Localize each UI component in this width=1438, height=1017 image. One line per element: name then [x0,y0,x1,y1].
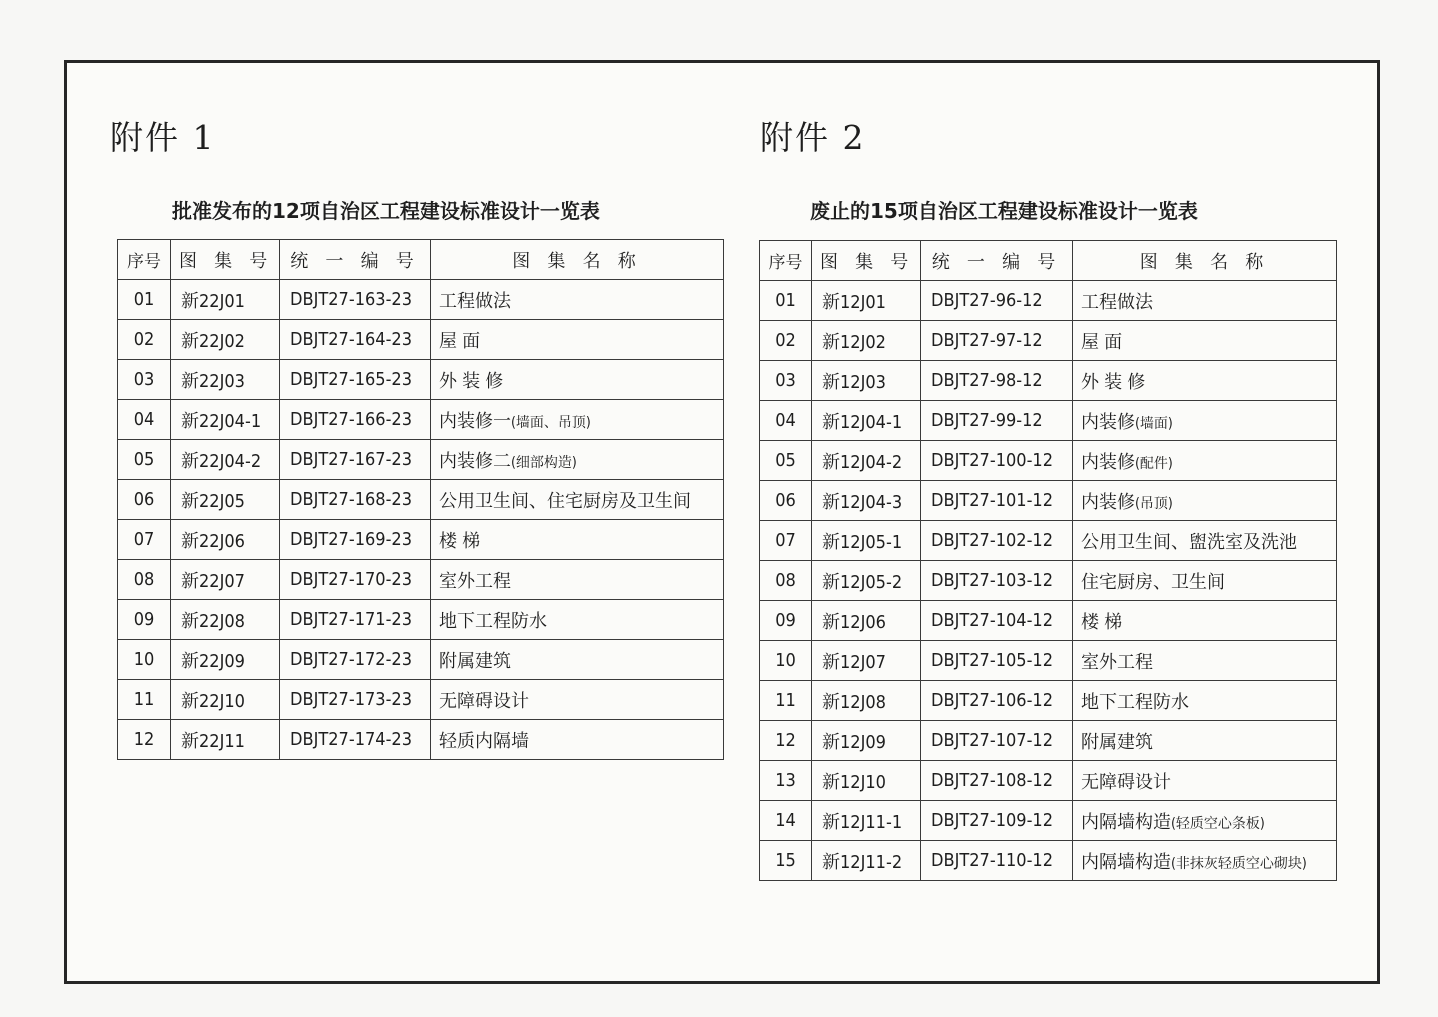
atlas-number [812,761,921,801]
unified-code-text: DBJT27-164-23 [290,329,413,350]
atlas-number [812,281,921,321]
table-row [118,480,724,520]
table-row [118,520,724,560]
atlas-number-text: 新12J04-3 [822,491,903,513]
unified-code [280,640,431,680]
atlas-number [812,841,921,881]
atlas-name [431,720,724,760]
unified-code-text: DBJT27-110-12 [931,850,1054,871]
unified-code-text: DBJT27-168-23 [290,489,413,510]
atlas-name [431,560,724,600]
unified-code-text: DBJT27-169-23 [290,529,413,550]
unified-code [280,720,431,760]
atlas-name-text: 附属建筑 [439,650,511,672]
atlas-name-text: 室外工程 [1081,651,1153,673]
atlas-name-text: 屋 面 [1081,331,1123,353]
row-number-text: 14 [775,810,796,831]
atlas-name [1073,321,1337,361]
table-row [118,560,724,600]
table-row [760,441,1337,481]
unified-code-text: DBJT27-104-12 [931,610,1054,631]
unified-code-text: DBJT27-109-12 [931,810,1054,831]
atlas-name-text: 内隔墙构造 [1081,851,1171,873]
table-row [760,721,1337,761]
row-number [118,520,171,560]
atlas-number-text: 新22J04-1 [181,410,262,432]
atlas-name-note: (轻质空心条板) [1171,815,1265,832]
row-number [118,600,171,640]
atlas-number-text: 新12J01 [822,291,886,313]
unified-code [921,481,1073,521]
atlas-number-text: 新12J11-1 [822,811,903,833]
unified-code-text: DBJT27-103-12 [931,570,1054,591]
row-number-text: 03 [775,370,796,391]
atlas-name [431,320,724,360]
atlas-name-text: 内隔墙构造 [1081,811,1171,833]
row-number-text: 05 [133,449,155,470]
atlas-number-text: 新12J04-1 [822,411,903,433]
row-number-text: 02 [133,329,155,350]
atlas-number [171,560,280,600]
atlas-number [171,440,280,480]
atlas-number [171,280,280,320]
table-row [760,681,1337,721]
unified-code-text: DBJT27-101-12 [931,490,1054,511]
column-header-no: 序号 [118,240,171,280]
unified-code-text: DBJT27-100-12 [931,450,1054,471]
row-number [760,761,812,801]
atlas-name [431,600,724,640]
atlas-name-text: 楼 梯 [439,530,481,552]
atlas-name-text: 外 装 修 [1081,371,1146,393]
table-row [760,521,1337,561]
atlas-number [812,401,921,441]
unified-code [921,321,1073,361]
atlas-number-text: 新12J04-2 [822,451,903,473]
atlas-number-text: 新22J03 [181,370,245,392]
atlas-number-text: 新12J02 [822,331,886,353]
unified-code-text: DBJT27-171-23 [290,609,413,630]
unified-code-text: DBJT27-96-12 [931,290,1043,311]
unified-code [921,561,1073,601]
atlas-name [1073,721,1337,761]
unified-code-text: DBJT27-174-23 [290,729,413,750]
unified-code-text: DBJT27-173-23 [290,689,413,710]
atlas-name-text: 附属建筑 [1081,731,1153,753]
unified-code [280,320,431,360]
row-number-text: 10 [133,649,155,670]
atlas-number [171,600,280,640]
row-number [118,320,171,360]
atlas-name [1073,441,1337,481]
atlas-name [1073,841,1337,881]
atlas-name-note: (细部构造) [511,454,577,471]
atlas-name [1073,361,1337,401]
row-number-text: 04 [775,410,796,431]
unified-code [280,280,431,320]
atlas-name [431,400,724,440]
unified-code [921,641,1073,681]
atlas-name [1073,641,1337,681]
table-row [118,360,724,400]
atlas-number-text: 新22J01 [181,290,245,312]
row-number-text: 04 [133,409,155,430]
unified-code-text: DBJT27-108-12 [931,770,1054,791]
row-number [760,721,812,761]
atlas-name [431,680,724,720]
unified-code [921,681,1073,721]
atlas-name-text: 无障碍设计 [1081,771,1171,793]
atlas-number [171,400,280,440]
atlas-name-text: 公用卫生间、盥洗室及洗池 [1081,531,1297,553]
atlas-number [171,720,280,760]
atlas-name-note: (墙面、吊顶) [511,414,591,431]
table-row [118,720,724,760]
row-number [760,361,812,401]
unified-code [921,761,1073,801]
unified-code [921,521,1073,561]
table-row [760,801,1337,841]
table-row [118,320,724,360]
row-number [760,441,812,481]
unified-code-text: DBJT27-105-12 [931,650,1054,671]
unified-code-text: DBJT27-165-23 [290,369,413,390]
column-header-no: 序号 [760,241,812,281]
atlas-name [1073,521,1337,561]
unified-code [280,520,431,560]
unified-code-text: DBJT27-163-23 [290,289,413,310]
table-row [760,601,1337,641]
atlas-number [171,480,280,520]
row-number-text: 01 [133,289,155,310]
row-number-text: 12 [775,730,796,751]
table-row [760,481,1337,521]
row-number [118,560,171,600]
row-number [118,280,171,320]
atlas-name-text: 地下工程防水 [1081,691,1189,713]
atlas-number-text: 新12J05-1 [822,531,903,553]
unified-code [921,401,1073,441]
attachment-1-caption: 批准发布的12项自治区工程建设标准设计一览表 [172,199,600,223]
atlas-number [812,561,921,601]
atlas-number-text: 新12J06 [822,611,886,633]
atlas-number-text: 新22J07 [181,570,245,592]
atlas-number-text: 新12J11-2 [822,851,903,873]
table-row [760,641,1337,681]
atlas-number [812,361,921,401]
unified-code-text: DBJT27-170-23 [290,569,413,590]
atlas-number-text: 新12J10 [822,771,886,793]
table-row [760,361,1337,401]
column-header-code: 统 一 编 号 [280,240,431,280]
attachment-2-caption: 废止的15项自治区工程建设标准设计一览表 [810,199,1198,223]
atlas-name-text: 地下工程防水 [439,610,547,632]
table-header-row [118,240,724,280]
atlas-name-note: (墙面) [1135,415,1173,432]
row-number [118,720,171,760]
row-number-text: 11 [775,690,796,711]
row-number [760,641,812,681]
column-header-name: 图 集 名 称 [431,240,724,280]
table-row [760,841,1337,881]
column-header-atlas: 图 集 号 [812,241,921,281]
row-number-text: 03 [133,369,155,390]
row-number [760,601,812,641]
row-number [760,521,812,561]
atlas-number [171,680,280,720]
unified-code-text: DBJT27-106-12 [931,690,1054,711]
row-number-text: 09 [775,610,796,631]
column-header-code: 统 一 编 号 [921,241,1073,281]
atlas-name-text: 室外工程 [439,570,511,592]
unified-code-text: DBJT27-102-12 [931,530,1054,551]
unified-code-text: DBJT27-98-12 [931,370,1043,391]
table-row [760,761,1337,801]
table-row [118,600,724,640]
unified-code-text: DBJT27-167-23 [290,449,413,470]
table-row [118,400,724,440]
atlas-name-text: 工程做法 [439,290,511,312]
row-number-text: 07 [775,530,796,551]
row-number [760,561,812,601]
row-number [118,680,171,720]
atlas-name [431,640,724,680]
row-number-text: 07 [133,529,155,550]
row-number-text: 08 [775,570,796,591]
table-header-row [760,241,1337,281]
row-number [760,681,812,721]
atlas-name-text: 内装修 [1081,451,1135,473]
unified-code [921,721,1073,761]
row-number [760,281,812,321]
atlas-number-text: 新22J09 [181,650,245,672]
unified-code [280,360,431,400]
table-row [118,640,724,680]
unified-code-text: DBJT27-172-23 [290,649,413,670]
atlas-number-text: 新12J05-2 [822,571,903,593]
unified-code [280,480,431,520]
table-row [118,680,724,720]
atlas-name [1073,801,1337,841]
row-number [118,440,171,480]
row-number [118,480,171,520]
atlas-number-text: 新12J09 [822,731,886,753]
row-number [118,360,171,400]
table-row [760,561,1337,601]
atlas-name-text: 内装修一 [439,410,511,432]
unified-code-text: DBJT27-107-12 [931,730,1054,751]
atlas-number-text: 新22J10 [181,690,245,712]
atlas-number [171,360,280,400]
atlas-name-text: 轻质内隔墙 [439,730,529,752]
row-number-text: 11 [133,689,155,710]
atlas-number [171,640,280,680]
column-header-name: 图 集 名 称 [1073,241,1337,281]
column-header-atlas: 图 集 号 [171,240,280,280]
row-number-text: 05 [775,450,796,471]
atlas-number-text: 新12J03 [822,371,886,393]
atlas-name-text: 内装修 [1081,411,1135,433]
approved-standards-table [117,239,724,760]
atlas-number-text: 新22J04-2 [181,450,262,472]
atlas-name-note: (配件) [1135,455,1173,472]
atlas-number-text: 新12J07 [822,651,886,673]
row-number [760,481,812,521]
atlas-number [812,321,921,361]
atlas-name [1073,401,1337,441]
unified-code [921,361,1073,401]
abolished-standards-table [759,240,1337,881]
row-number-text: 09 [133,609,155,630]
row-number-text: 06 [133,489,155,510]
atlas-number [812,641,921,681]
table-row [760,281,1337,321]
unified-code [921,801,1073,841]
atlas-name-text: 无障碍设计 [439,690,529,712]
atlas-number [812,681,921,721]
row-number-text: 06 [775,490,796,511]
table-row [118,280,724,320]
atlas-number [171,520,280,560]
table-row [760,401,1337,441]
atlas-number [812,721,921,761]
unified-code [921,841,1073,881]
atlas-number-text: 新22J02 [181,330,245,352]
atlas-name-text: 外 装 修 [439,370,504,392]
row-number [118,640,171,680]
atlas-name [1073,281,1337,321]
atlas-name [431,520,724,560]
atlas-name [1073,681,1337,721]
row-number [118,400,171,440]
unified-code [280,560,431,600]
attachment-1-heading: 附件 1 [110,118,216,157]
atlas-number-text: 新22J11 [181,730,245,752]
row-number [760,321,812,361]
table-row [118,440,724,480]
unified-code-text: DBJT27-166-23 [290,409,413,430]
atlas-number [812,521,921,561]
atlas-name-text: 工程做法 [1081,291,1153,313]
unified-code [921,601,1073,641]
atlas-name [431,360,724,400]
atlas-name-text: 公用卫生间、住宅厨房及卫生间 [439,490,691,512]
row-number-text: 02 [775,330,796,351]
unified-code-text: DBJT27-99-12 [931,410,1043,431]
atlas-number-text: 新22J06 [181,530,245,552]
atlas-name-text: 内装修二 [439,450,511,472]
row-number-text: 15 [775,850,796,871]
atlas-name-text: 内装修 [1081,491,1135,513]
row-number-text: 10 [775,650,796,671]
atlas-number-text: 新12J08 [822,691,886,713]
unified-code [280,600,431,640]
atlas-name-text: 屋 面 [439,330,481,352]
row-number-text: 12 [133,729,155,750]
atlas-name [1073,561,1337,601]
atlas-number [812,441,921,481]
atlas-number-text: 新22J08 [181,610,245,632]
unified-code [280,680,431,720]
atlas-name [431,280,724,320]
atlas-name-text: 住宅厨房、卫生间 [1081,571,1225,593]
attachment-2-heading: 附件 2 [760,118,866,157]
row-number [760,401,812,441]
atlas-name-note: (非抹灰轻质空心砌块) [1171,855,1307,872]
row-number-text: 13 [775,770,796,791]
atlas-number [812,601,921,641]
atlas-name [431,440,724,480]
atlas-number [812,801,921,841]
row-number [760,801,812,841]
atlas-number [171,320,280,360]
unified-code [921,441,1073,481]
atlas-name [1073,481,1337,521]
atlas-number-text: 新22J05 [181,490,245,512]
row-number [760,841,812,881]
atlas-name [1073,761,1337,801]
atlas-name-text: 楼 梯 [1081,611,1123,633]
table-row [760,321,1337,361]
atlas-name [431,480,724,520]
unified-code [280,440,431,480]
atlas-name-note: (吊顶) [1135,495,1173,512]
atlas-number [812,481,921,521]
unified-code [280,400,431,440]
row-number-text: 08 [133,569,155,590]
atlas-name [1073,601,1337,641]
unified-code [921,281,1073,321]
row-number-text: 01 [775,290,796,311]
unified-code-text: DBJT27-97-12 [931,330,1043,351]
